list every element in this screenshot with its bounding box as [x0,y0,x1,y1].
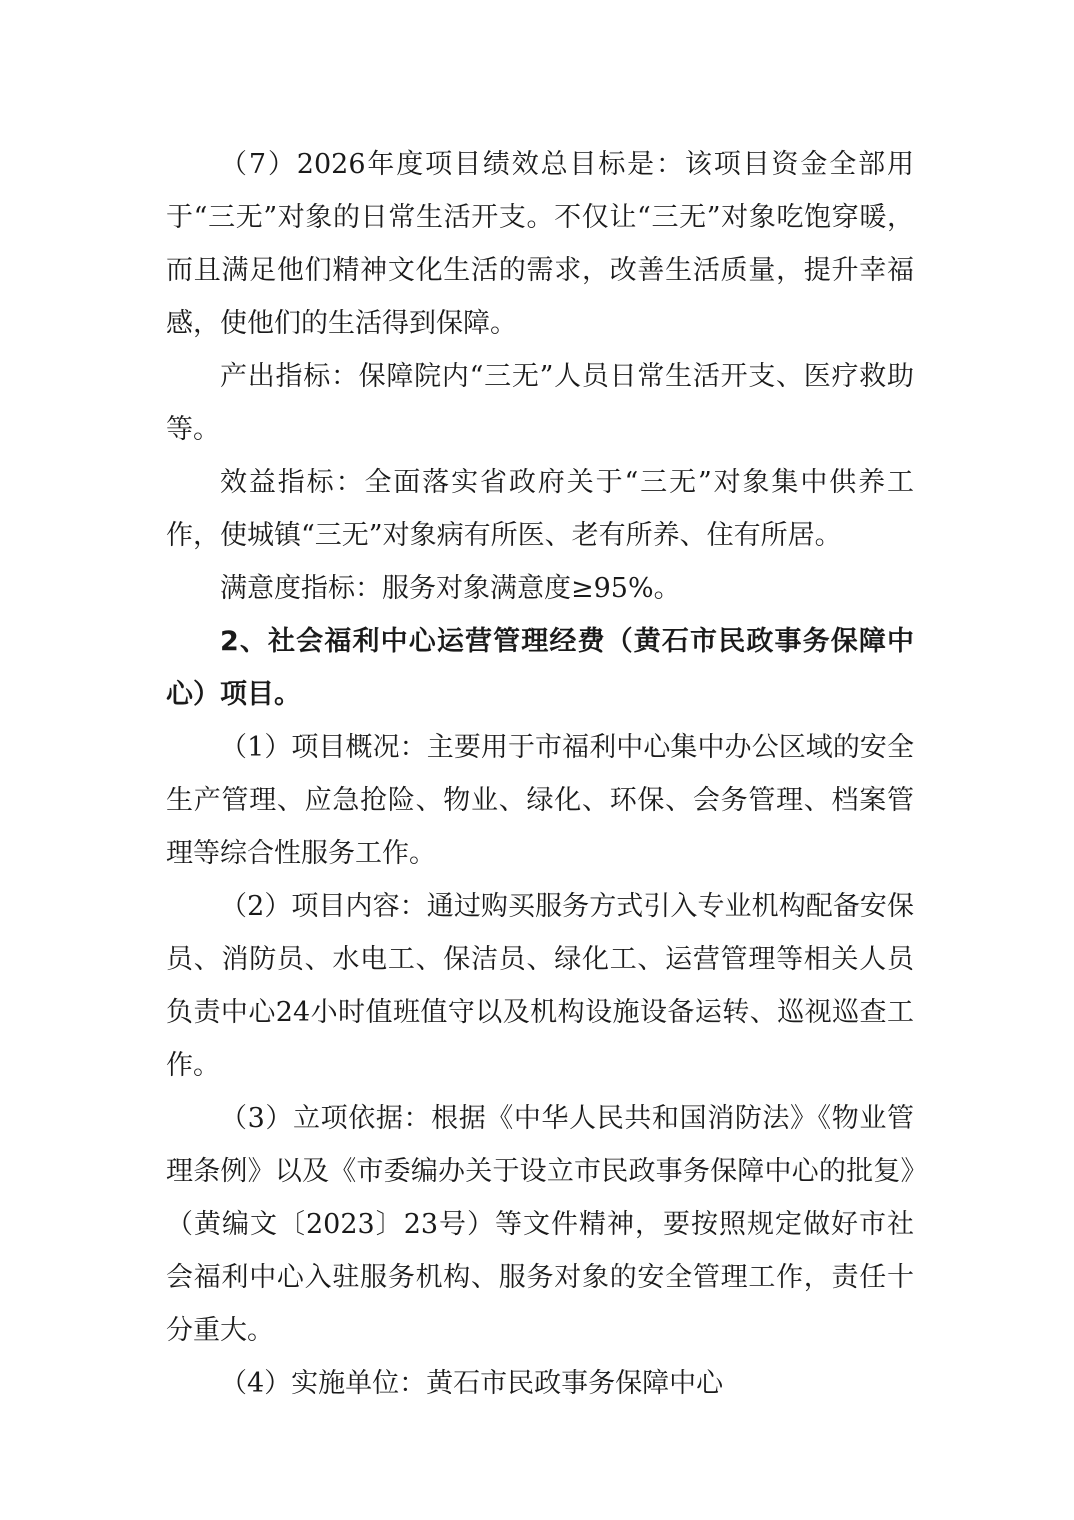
paragraph-implementing-unit: （4）实施单位：黄石市民政事务保障中心 [220,1368,724,1399]
document-body [166,138,914,1410]
paragraph-benefit-indicator: 效益指标：全面落实省政府关于“三无”对象集中供养工作，使城镇“三无”对象病有所医、老有所养、住有所居。 [166,467,914,551]
paragraph-output-indicator: 产出指标：保障院内“三无”人员日常生活开支、医疗救助等。 [166,361,914,445]
paragraph-project-basis: （3）立项依据：根据《中华人民共和国消防法》《物业管理条例》以及《市委编办关于设立市民政事务保障中心的批复》（黄编文〔2023〕23号）等文件精神，要按照规定做好市社会福利中心入驻服务机构、服务对象的安全管理工作，责任十分重大。 [166,1103,914,1346]
section-heading: 2、社会福利中心运营管理经费（黄石市民政事务保障中心）项目。 [166,626,914,710]
paragraph-project-content: （2）项目内容：通过购买服务方式引入专业机构配备安保员、消防员、水电工、保洁员、绿化工、运营管理等相关人员负责中心24小时值班值守以及机构设施设备运转、巡视巡查工作。 [166,891,914,1081]
paragraph-performance-goal: （7）2026年度项目绩效总目标是：该项目资金全部用于“三无”对象的日常生活开支。不仅让“三无”对象吃饱穿暖，而且满足他们精神文化生活的需求，改善生活质量，提升幸福感，使他们的生活得到保障。 [166,149,914,339]
paragraph-project-overview: （1）项目概况：主要用于市福利中心集中办公区域的安全生产管理、应急抢险、物业、绿化、环保、会务管理、档案管理等综合性服务工作。 [166,732,914,869]
paragraph-satisfaction-indicator: 满意度指标：服务对象满意度≥95%。 [220,573,681,604]
